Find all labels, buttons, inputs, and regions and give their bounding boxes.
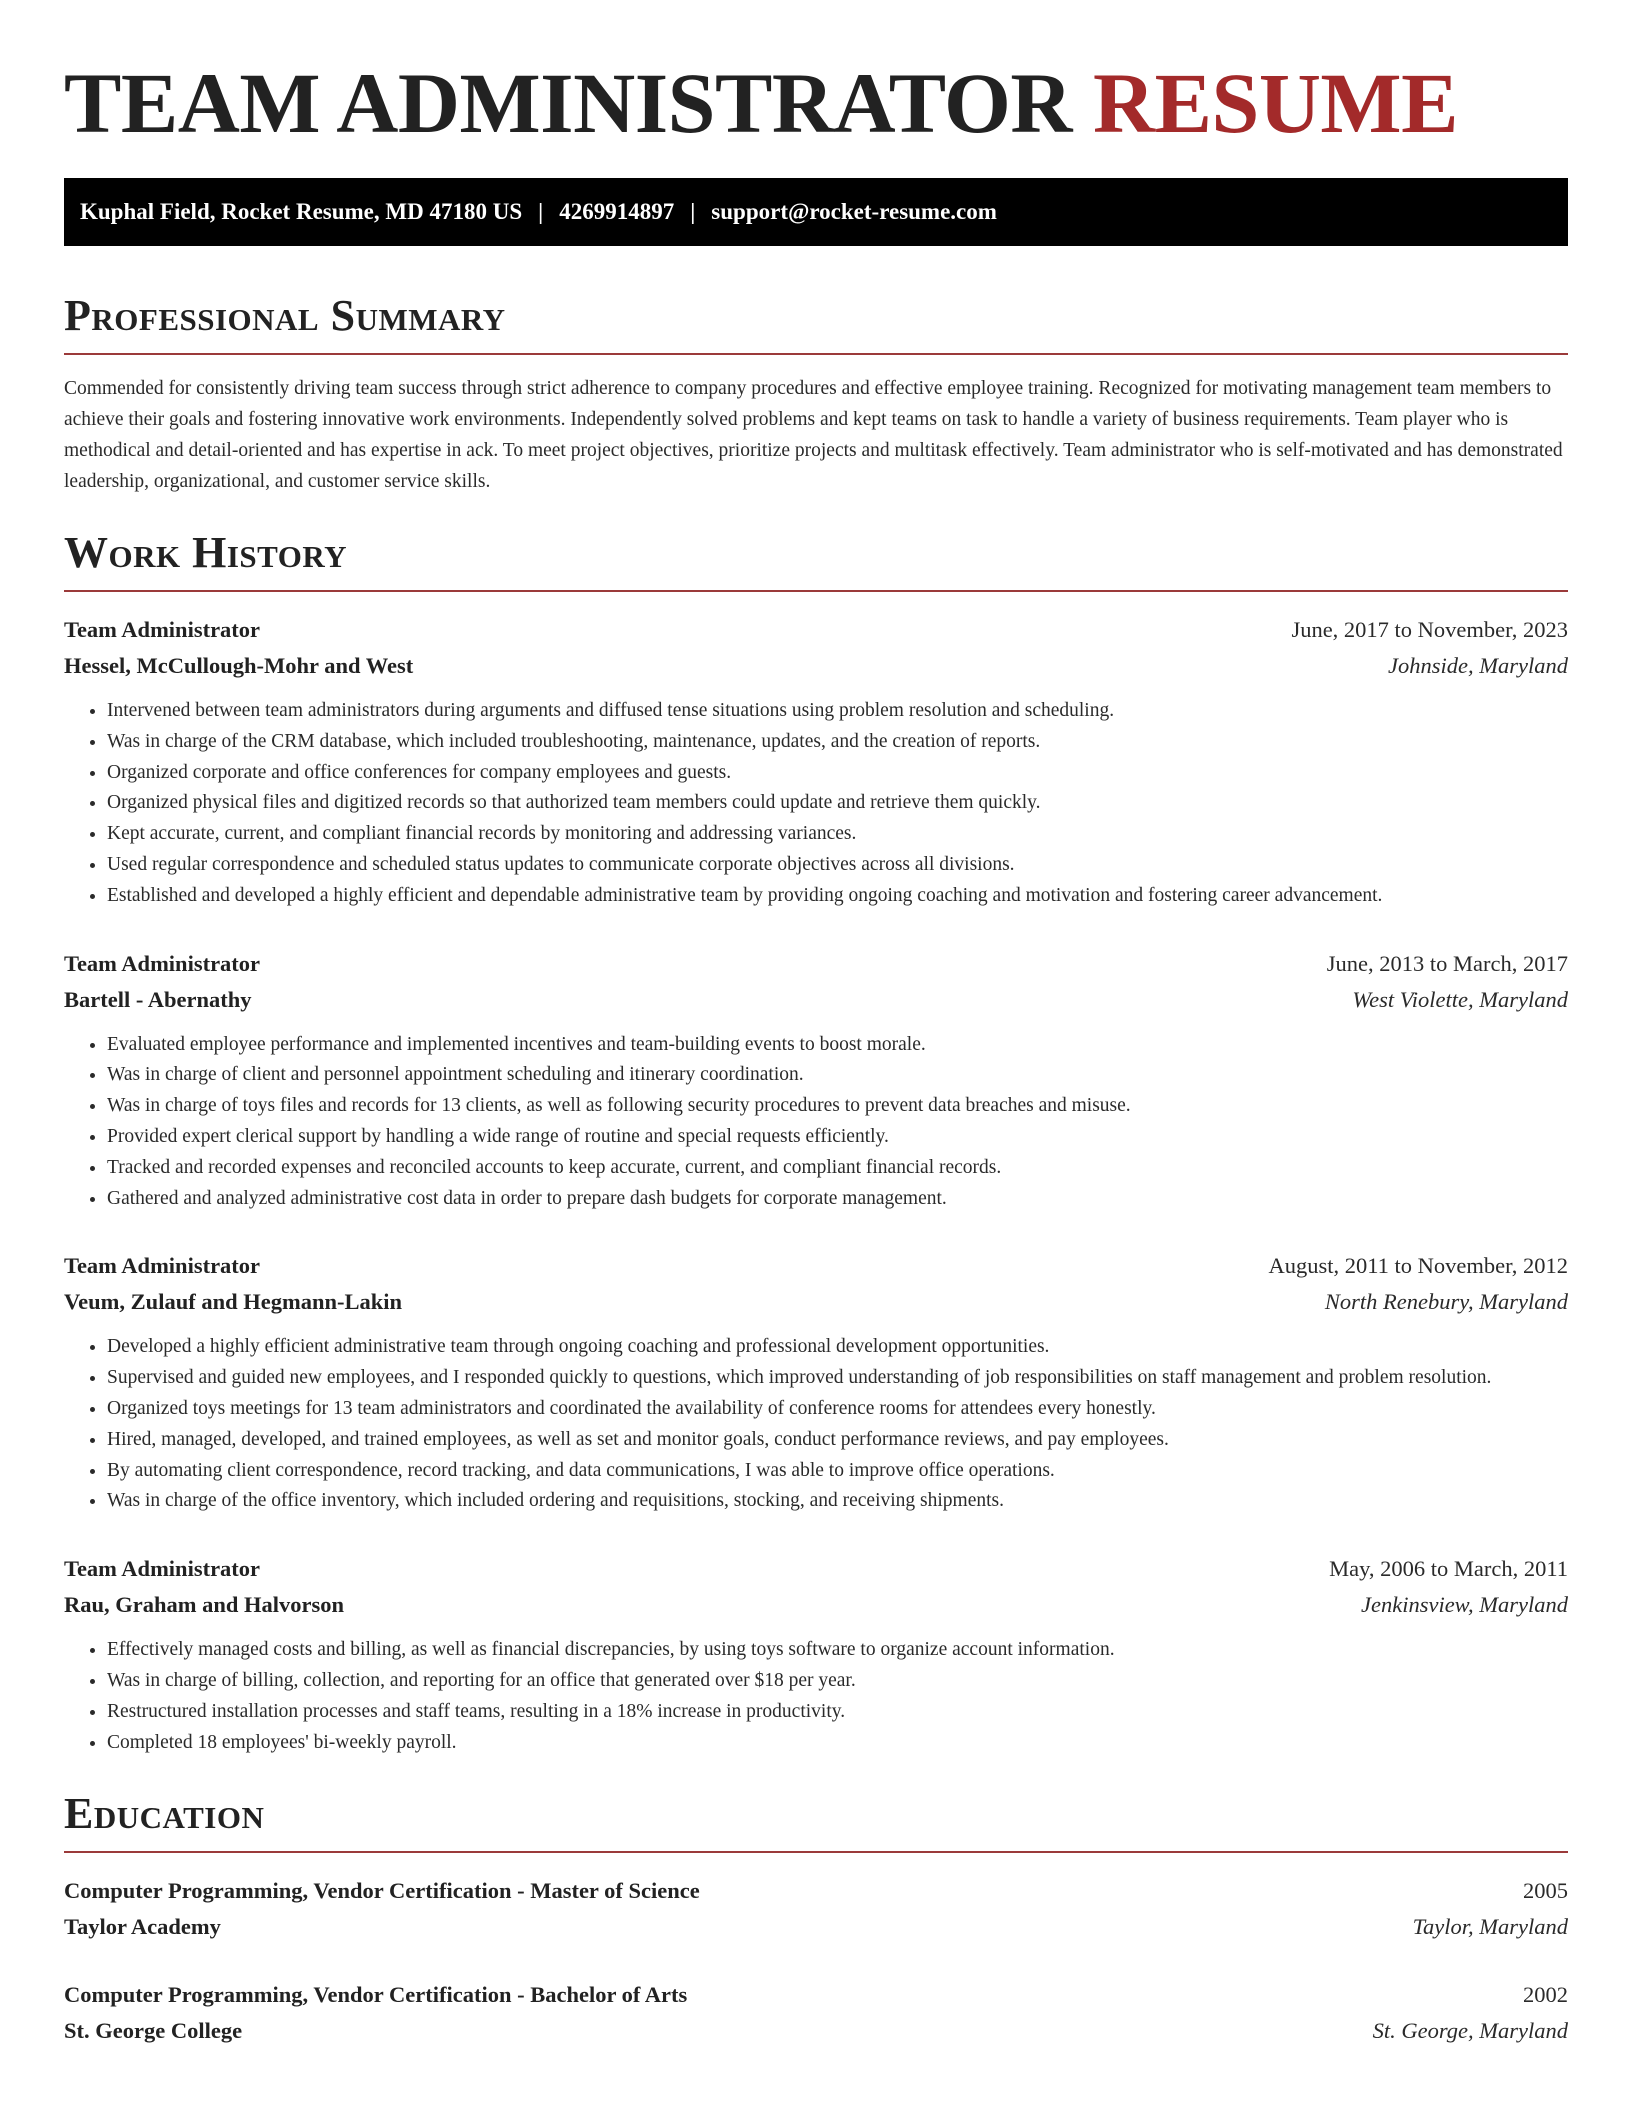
education-degree: Computer Programming, Vendor Certification - Bachelor of Arts [64, 1982, 688, 2008]
job-title: Team Administrator [64, 617, 261, 642]
job-company-row [64, 1587, 1568, 1623]
job-company-row [64, 982, 1568, 1018]
section-divider [64, 1851, 1568, 1853]
contact-separator: | [538, 199, 544, 224]
education-school-row [64, 1909, 1568, 1945]
job-bullet: • Was in charge of the CRM database, which included troubleshooting, maintenance, updates, and the creation of reports. [107, 727, 1568, 758]
job-bullet: • By automating client correspondence, record tracking, and data communications, I was able to improve office operations. [107, 1456, 1568, 1487]
job-location: Johnside, Maryland [1388, 653, 1568, 678]
job-title: Team Administrator [64, 1556, 261, 1582]
job-bullet: • Restructured installation processes and staff teams, resulting in a 18% increase in productivity. [107, 1697, 1568, 1728]
job-entry [64, 612, 1568, 912]
job-company: Hessel, McCullough-Mohr and West [64, 653, 414, 678]
job-bullet: • Provided expert clerical support by handling a wide range of routine and special requests efficiently. [107, 1122, 1568, 1153]
job-dates: August, 2011 to November, 2012 [1268, 1253, 1568, 1279]
job-bullets [64, 1332, 1568, 1517]
job-dates: June, 2013 to March, 2017 [1326, 950, 1568, 976]
work-history-heading: Work History [64, 528, 348, 577]
education-year: 2005 [1523, 1878, 1568, 1904]
job-bullets [64, 1030, 1568, 1215]
job-bullet: • Was in charge of client and personnel appointment scheduling and itinerary coordination. [107, 1060, 1568, 1091]
job-title: Team Administrator [64, 1253, 261, 1279]
job-location: Jenkinsview, Maryland [1360, 1592, 1568, 1618]
job-bullet: • Gathered and analyzed administrative cost data in order to prepare dash budgets for corporate management. [107, 1184, 1568, 1215]
contact-separator: | [690, 199, 696, 224]
section-divider [64, 590, 1568, 592]
job-title-row [64, 612, 1568, 648]
job-bullet: • Used regular correspondence and scheduled status updates to communicate corporate objectives across all divisions. [107, 850, 1568, 881]
education-section [64, 1788, 1568, 2049]
education-location: St. George, Maryland [1372, 2018, 1568, 2044]
section-divider [64, 353, 1568, 355]
job-entry [64, 1248, 1568, 1517]
job-bullets [64, 1635, 1568, 1758]
title-main: TEAM ADMINISTRATOR [64, 55, 1073, 151]
education-heading: Education [64, 1789, 265, 1839]
summary-text: Commended for consistently driving team success through strict adherence to company procedures and effective employee training. Recognized for motivating management team members to achieve their goals and fostering innovative work environments. Independently solved problems and kept teams on task to handle a variety of business requirements. Team player who is methodical and detail-oriented and has expertise in ack. To meet project objectives, prioritize projects and multitask effectively. Team administrator who is self-motivated and has demonstrated leadership, organizational, and customer service skills. [64, 378, 1563, 492]
job-company: Bartell - Abernathy [64, 986, 252, 1012]
contact-email[interactable]: support@rocket-resume.com [711, 199, 997, 224]
education-degree-row [64, 1873, 1568, 1909]
job-company-row [64, 1284, 1568, 1320]
job-company: Veum, Zulauf and Hegmann-Lakin [64, 1289, 403, 1315]
job-bullet: • Organized toys meetings for 13 team administrators and coordinated the availability of conference rooms for attendees every honestly. [107, 1394, 1568, 1425]
job-bullet: • Tracked and recorded expenses and reconciled accounts to keep accurate, current, and compliant financial records. [107, 1153, 1568, 1184]
job-location: North Renebury, Maryland [1324, 1289, 1568, 1315]
title-accent: RESUME [1093, 55, 1458, 151]
education-degree-row [64, 1977, 1568, 2013]
contact-phone[interactable]: 4269914897 [559, 199, 675, 224]
resume-title [64, 50, 1568, 156]
job-company-row [64, 648, 1568, 684]
job-title-row [64, 946, 1568, 982]
job-bullet: • Organized corporate and office conferences for company employees and guests. [107, 758, 1568, 789]
job-bullet: • Completed 18 employees' bi-weekly payroll. [107, 1728, 1568, 1759]
job-bullet: • Organized physical files and digitized records so that authorized team members could update and retrieve them quickly. [107, 788, 1568, 819]
education-entry [64, 1977, 1568, 2049]
education-school: St. George College [64, 2018, 243, 2044]
job-entry [64, 946, 1568, 1215]
contact-bar [64, 178, 1568, 246]
job-title-row [64, 1248, 1568, 1284]
job-entry [64, 1551, 1568, 1758]
education-location: Taylor, Maryland [1412, 1914, 1568, 1940]
job-bullet: • Was in charge of billing, collection, and reporting for an office that generated over $18 per year. [107, 1666, 1568, 1697]
contact-address: Kuphal Field, Rocket Resume, MD 47180 US [80, 199, 523, 224]
job-bullet: • Evaluated employee performance and implemented incentives and team-building events to boost morale. [107, 1030, 1568, 1061]
job-bullet: • Was in charge of the office inventory, which included ordering and requisitions, stocking, and receiving shipments. [107, 1486, 1568, 1517]
summary-section [64, 290, 1568, 497]
education-entry [64, 1873, 1568, 1945]
education-degree: Computer Programming, Vendor Certification - Master of Science [64, 1878, 700, 1904]
work-history-section [64, 527, 1568, 1758]
job-title: Team Administrator [64, 950, 261, 976]
job-bullet: • Hired, managed, developed, and trained employees, as well as set and monitor goals, conduct performance reviews, and pay employees. [107, 1425, 1568, 1456]
summary-heading: Professional Summary [64, 291, 506, 340]
job-bullet: • Kept accurate, current, and compliant financial records by monitoring and addressing variances. [107, 819, 1568, 850]
job-bullets [64, 696, 1568, 912]
job-location: West Violette, Maryland [1352, 986, 1568, 1012]
job-dates: May, 2006 to March, 2011 [1329, 1556, 1568, 1582]
job-bullet: • Supervised and guided new employees, and I responded quickly to questions, which improved understanding of job responsibilities on staff management and problem resolution. [107, 1363, 1568, 1394]
job-title-row [64, 1551, 1568, 1587]
education-school-row [64, 2013, 1568, 2049]
job-dates: June, 2017 to November, 2023 [1291, 617, 1568, 642]
education-year: 2002 [1523, 1982, 1568, 2008]
job-bullet: • Effectively managed costs and billing, as well as financial discrepancies, by using toys software to organize account information. [107, 1635, 1568, 1666]
job-company: Rau, Graham and Halvorson [64, 1592, 345, 1618]
job-bullet: • Intervened between team administrators during arguments and diffused tense situations using problem resolution and scheduling. [107, 696, 1568, 727]
job-bullet: • Was in charge of toys files and records for 13 clients, as well as following security procedures to prevent data breaches and misuse. [107, 1091, 1568, 1122]
job-bullet: • Developed a highly efficient administrative team through ongoing coaching and professional development opportunities. [107, 1332, 1568, 1363]
education-school: Taylor Academy [64, 1914, 221, 1940]
job-bullet: • Established and developed a highly efficient and dependable administrative team by providing ongoing coaching and motivation and fostering career advancement. [107, 881, 1568, 912]
